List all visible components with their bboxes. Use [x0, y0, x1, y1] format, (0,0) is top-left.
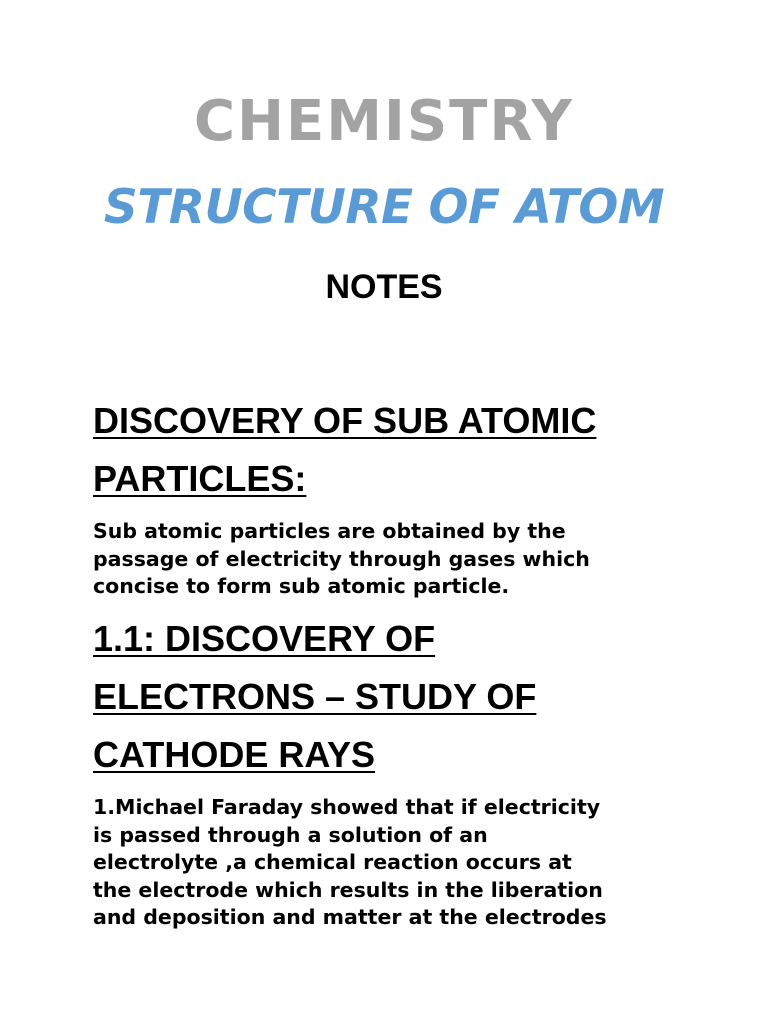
section-heading: DISCOVERY OF SUB ATOMIC PARTICLES:	[93, 400, 597, 499]
section-discovery-of-electrons	[93, 610, 693, 932]
document-subtitle: STRUCTURE OF ATOM	[103, 180, 665, 235]
notes-label: NOTES	[325, 268, 443, 306]
document-title: CHEMISTRY	[194, 89, 574, 154]
section-paragraph: Sub atomic particles are obtained by the passage of electricity through gases which concise to form sub atomic particle.	[93, 519, 590, 599]
section-heading: 1.1: DISCOVERY OF ELECTRONS – STUDY OF CATHODE RAYS	[93, 618, 537, 775]
section-paragraph: 1.Michael Faraday showed that if electricity is passed through a solution of an electrolyte ,a chemical reaction occurs at the electrode which results in the liberation and deposition and matter at the electrodes	[93, 795, 607, 930]
section-subatomic-particles	[93, 392, 693, 601]
